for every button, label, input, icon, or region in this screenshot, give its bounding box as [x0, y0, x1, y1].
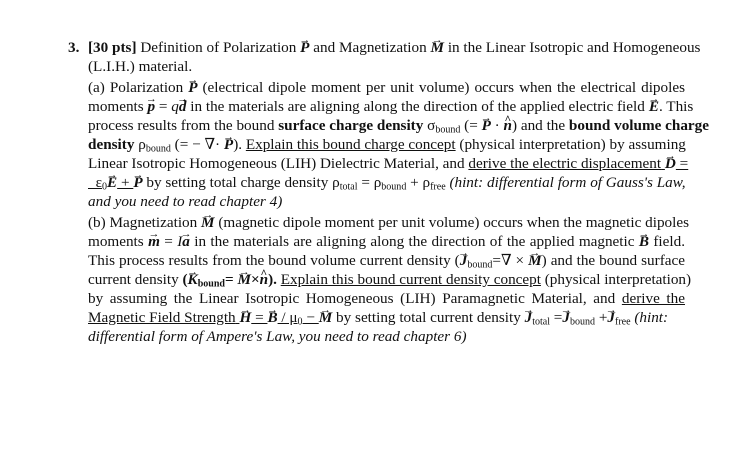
problem-points: [30 pts] [88, 39, 137, 56]
part-a-line-6: $\varepsilon_0E$ → + P → by setting total charge density $\rho_{total} = \rho_{bound} + \rho_{free}$ (hint: differential form of Gauss's Law, [88, 173, 686, 197]
part-b-line-2: moments m → = Ia → in the materials are aligning along the direction of the applied magnetic B → field. [88, 232, 685, 251]
problem-number: 3. [68, 39, 80, 56]
part-b-line-6: Magnetic Field Strength H → = B → / $\mu_0 - M$ → by setting total current density $J \to_{total} =J \to_{bound} +J \to_{free}$ (hint: [88, 308, 668, 332]
part-b-line-3: This process results from the bound volume current density ($J \to_{bound}=\nabla \times M$ →) and the bound surface [88, 251, 685, 275]
part-b-line-4: current density ($K \to_{bound}= M \to\times n$ ^). Explain this bound current density concept (physical interpretation) [88, 270, 685, 294]
problem-title-line: [30 pts] Definition of Polarization P → and Magnetization M → in the Linear Isotropic and Homogeneous [88, 38, 700, 57]
explain-bound-current-link: Explain this bound current density concept [280, 271, 541, 288]
part-a-line-5: Linear Isotropic Homogeneous (LIH) Dielectric Material, and derive the electric displacement D → = [88, 154, 688, 173]
part-a-line-2: moments p → = qd → in the materials are aligning along the direction of the applied electric field E →. This [88, 97, 685, 116]
part-b-line-1: (b) Magnetization M → (magnetic dipole moment per unit volume) occurs when the magnetic dipoles [88, 213, 685, 232]
part-a-line-3: process results from the bound surface charge density $\sigma_{bound}$ (= P → · n ^) and the bound volume charge [88, 116, 685, 140]
part-b-line-5: by assuming the Linear Isotropic Homogeneous (LIH) Paramagnetic Material, and derive the [88, 290, 685, 307]
problem-title-cont: (L.I.H.) material. [88, 58, 193, 75]
explain-bound-charge-link: Explain this bound charge concept [245, 136, 456, 153]
part-a-line-1: (a) Polarization P → (electrical dipole moment per unit volume) occurs when the electrical dipoles [88, 78, 685, 97]
part-a-line-4: density $\rho_{bound}$ (= − ∇· P →). Explain this bound charge concept (physical interpretation) by assuming [88, 135, 686, 159]
part-b-line-7: differential form of Ampere's Law, you need to read chapter 6) [88, 328, 467, 345]
part-a-line-7: and you need to read chapter 4) [88, 193, 283, 210]
